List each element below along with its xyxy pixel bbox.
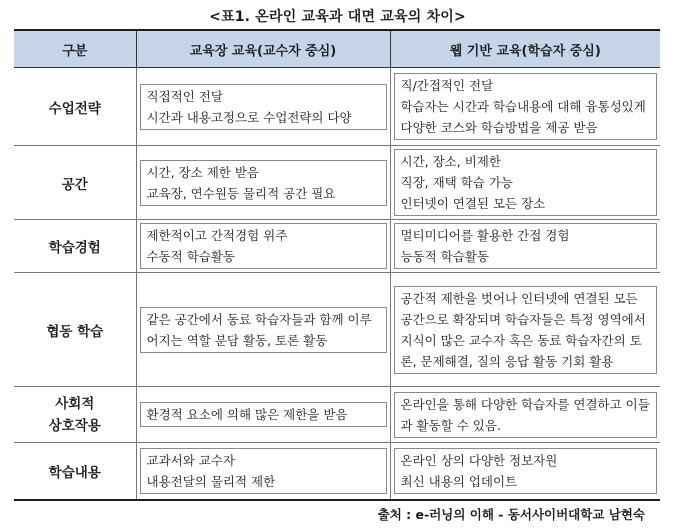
web-text: 온라인 상의 다양한 정보자원 [400, 452, 558, 468]
classroom-cell-box [140, 160, 387, 206]
classroom-text: 교육장, 연수원등 물리적 공간 필요 [146, 185, 336, 201]
classroom-cell-box [140, 402, 387, 427]
table-row [14, 387, 660, 443]
classroom-cell [136, 146, 390, 220]
classroom-text: 직접적인 전달 [146, 88, 223, 104]
classroom-text: 환경적 요소에 의해 많은 제한을 받음 [146, 407, 348, 422]
web-cell-box [394, 392, 658, 438]
category-label: 공간 [61, 176, 88, 193]
source-note: 출처 : e-러닝의 이해 - 동서사이버대학교 남현숙 [377, 507, 645, 522]
header-classroom: 교육장 교육(교수자 중심) [136, 30, 390, 68]
category-label: 사회적 [55, 395, 95, 412]
comparison-table [14, 29, 660, 501]
web-text: 공간적 제한을 벗어나 인터넷에 연결된 모든 공간으로 확장되며 학습자들은 특정 영역에서 지식이 많은 교수자 혹은 동료 학습자간의 토론, 문제해결, 질의 응답 활동 기회 활용 [400, 290, 646, 369]
category-label: 학습내용 [48, 464, 101, 481]
web-cell-box [394, 223, 658, 269]
classroom-text: 같은 공간에서 동료 학습자들과 함께 이루어지는 역할 분담 활동, 토론 활동 [146, 311, 372, 348]
category-label: 학습경험 [48, 240, 101, 256]
classroom-cell-box [140, 448, 387, 494]
web-cell [390, 443, 660, 500]
row-category [14, 68, 136, 146]
web-text: 온라인을 통해 다양한 학습자를 연결하고 이들과 활동할 수 있음. [400, 396, 650, 433]
classroom-cell [136, 443, 390, 500]
web-text: 능동적 학습활동 [400, 249, 489, 264]
web-cell-box [394, 149, 658, 216]
classroom-cell-box [140, 307, 387, 353]
header-category: 구분 [14, 30, 136, 68]
web-cell [390, 387, 660, 443]
table-row [14, 273, 660, 387]
category-label: 협동 학습 [46, 323, 104, 340]
web-text: 시간, 장소, 비제한 [400, 154, 501, 169]
web-cell-box [394, 286, 658, 374]
table-row [14, 443, 660, 500]
web-cell [390, 220, 660, 273]
header-web: 웹 기반 교육(학습자 중심) [390, 30, 660, 68]
web-cell [390, 68, 660, 146]
classroom-text: 교과서와 교수자 [146, 452, 235, 468]
classroom-text: 내용전달의 물리적 제한 [146, 473, 276, 489]
row-category [14, 273, 136, 387]
classroom-text: 시간, 장소 제한 받음 [146, 164, 259, 180]
web-text: 직장, 재택 학습 가능 [400, 175, 513, 190]
classroom-cell [136, 387, 390, 443]
web-cell [390, 273, 660, 387]
classroom-cell [136, 220, 390, 273]
web-cell-box [394, 73, 658, 140]
classroom-cell-box [140, 84, 387, 130]
row-category [14, 387, 136, 443]
classroom-text: 제한적이고 간적경험 위주 [146, 228, 288, 243]
category-label: 상호작용 [48, 417, 101, 434]
table-row [14, 146, 660, 220]
web-text: 인터넷이 연결된 모든 장소 [400, 196, 546, 211]
table-header-row [14, 30, 660, 68]
classroom-cell-box [140, 223, 387, 269]
row-category [14, 443, 136, 500]
classroom-text: 시간과 내용고정으로 수업전략의 다양 [146, 109, 352, 125]
web-cell-box [394, 448, 658, 494]
web-cell [390, 146, 660, 220]
row-category [14, 146, 136, 220]
table-row [14, 68, 660, 146]
web-text: 최신 내용의 업데이트 [400, 473, 518, 489]
classroom-cell [136, 273, 390, 387]
classroom-cell [136, 68, 390, 146]
table-row [14, 220, 660, 273]
table-title: <표1. 온라인 교육과 대면 교육의 차이> [209, 9, 466, 25]
category-label: 수업전략 [48, 100, 101, 117]
classroom-text: 수동적 학습활동 [146, 249, 235, 264]
web-text: 직/간접적인 전달 [400, 78, 494, 93]
web-text: 학습자는 시간과 학습내용에 대해 융통성있게 다양한 코스와 학습방법을 제공 받음 [400, 99, 646, 135]
web-text: 멀티미디어를 활용한 간접 경험 [400, 228, 570, 243]
row-category [14, 220, 136, 273]
